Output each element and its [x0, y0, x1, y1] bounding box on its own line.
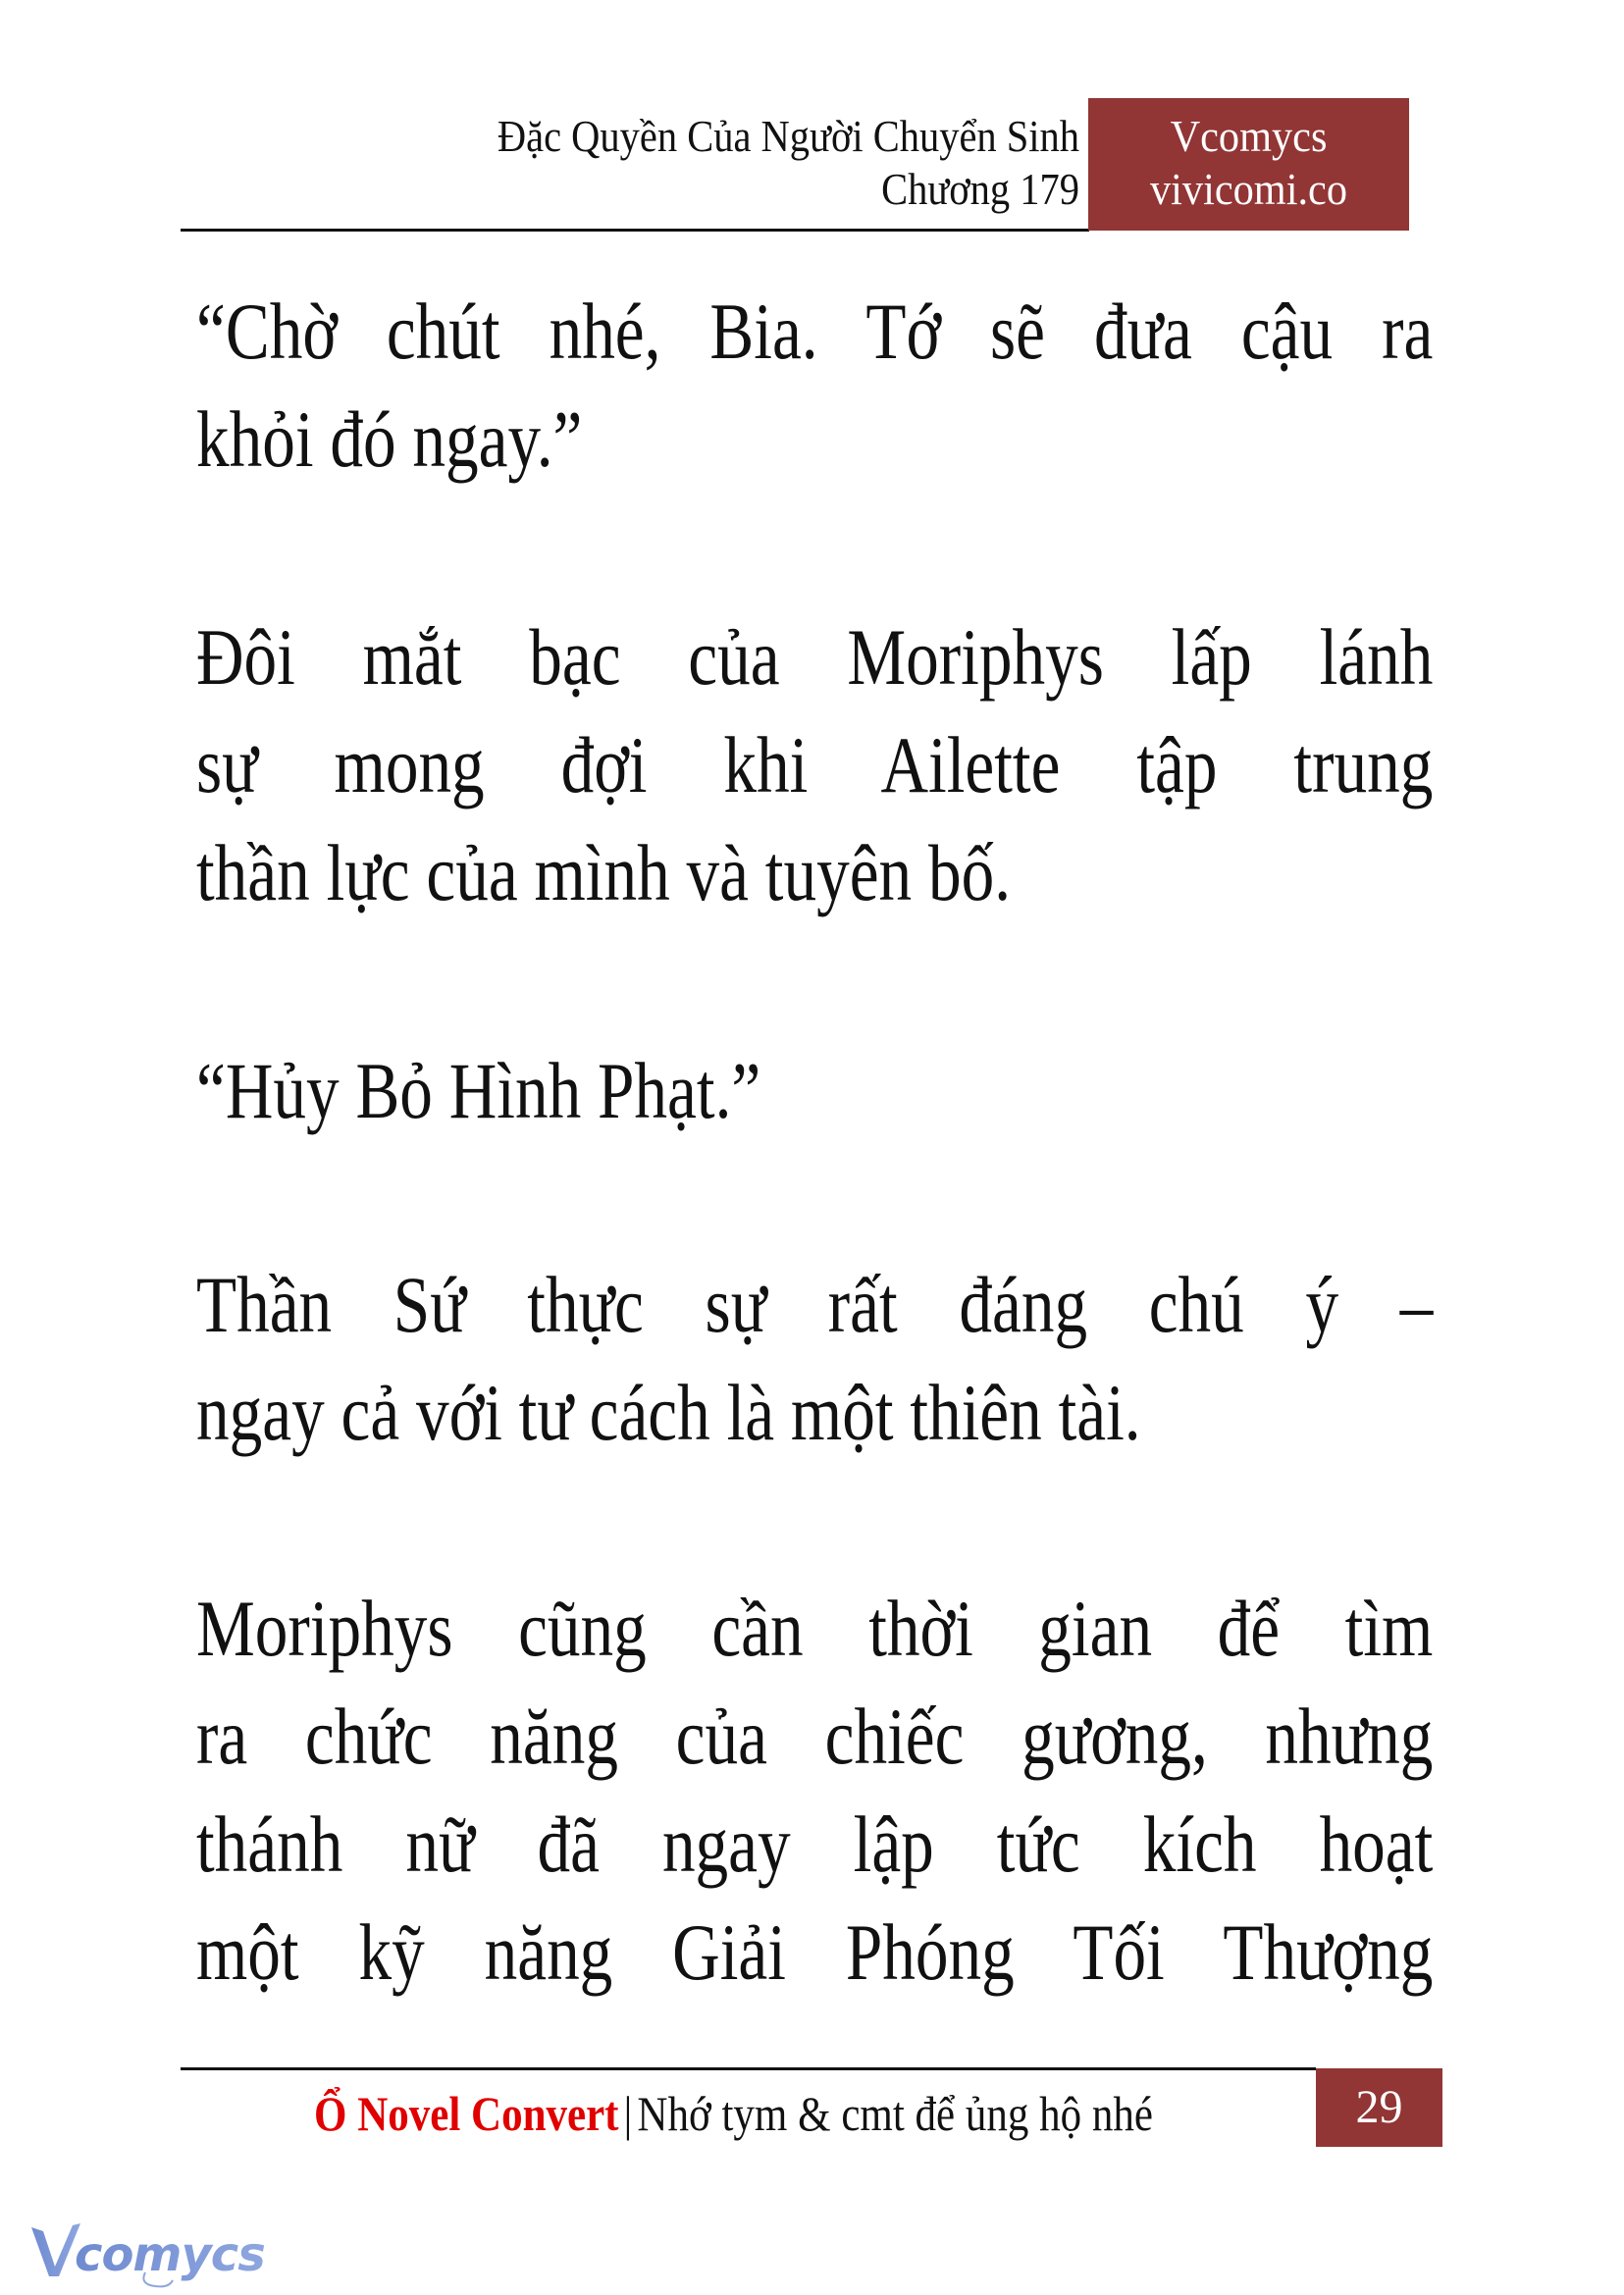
footer-rule — [181, 2067, 1316, 2070]
vcomycs-logo-icon — [29, 2216, 265, 2289]
body-line: Đôi mắt bạc của Moriphys lấp lánh — [196, 612, 1434, 702]
book-title: Đặc Quyền Của Người Chuyển Sinh — [497, 111, 1079, 161]
header-rule — [181, 229, 1089, 232]
svg-text:comycs: comycs — [75, 2227, 265, 2282]
body-line: thần lực của mình và tuyên bố. — [196, 828, 1012, 917]
body-line: ngay cả với tư cách là một thiên tài. — [196, 1368, 1141, 1457]
body-line: một kỹ năng Giải Phóng Tối Thượng — [196, 1907, 1434, 1997]
body-line: “Chờ chút nhé, Bia. Tớ sẽ đưa cậu ra — [196, 287, 1434, 376]
footer-text — [314, 2084, 1153, 2143]
footer-brand: Ổ Novel Convert — [314, 2086, 619, 2141]
site-badge-url: vivicomi.co — [1150, 164, 1347, 214]
site-badge-name: Vcomycs — [1170, 111, 1328, 161]
body-line: “Hủy Bỏ Hình Phạt.” — [196, 1046, 761, 1135]
body-line: ra chức năng của chiếc gương, nhưng — [196, 1692, 1434, 1781]
running-header — [498, 110, 1079, 216]
body-line: thánh nữ đã ngay lập tức kích hoạt — [196, 1799, 1434, 1889]
chapter-label: Chương 179 — [881, 164, 1079, 214]
body-line: Moriphys cũng cần thời gian để tìm — [196, 1584, 1434, 1673]
page-number: 29 — [1316, 2068, 1442, 2147]
site-badge — [1088, 98, 1409, 231]
body-line: khỏi đó ngay.” — [196, 394, 583, 484]
body-line: sự mong đợi khi Ailette tập trung — [196, 720, 1434, 809]
footer-note: Nhớ tym & cmt để ủng hộ nhé — [637, 2086, 1153, 2141]
footer-separator: | — [623, 2086, 633, 2141]
body-line: Thần Sứ thực sự rất đáng chú ý – — [196, 1260, 1434, 1349]
